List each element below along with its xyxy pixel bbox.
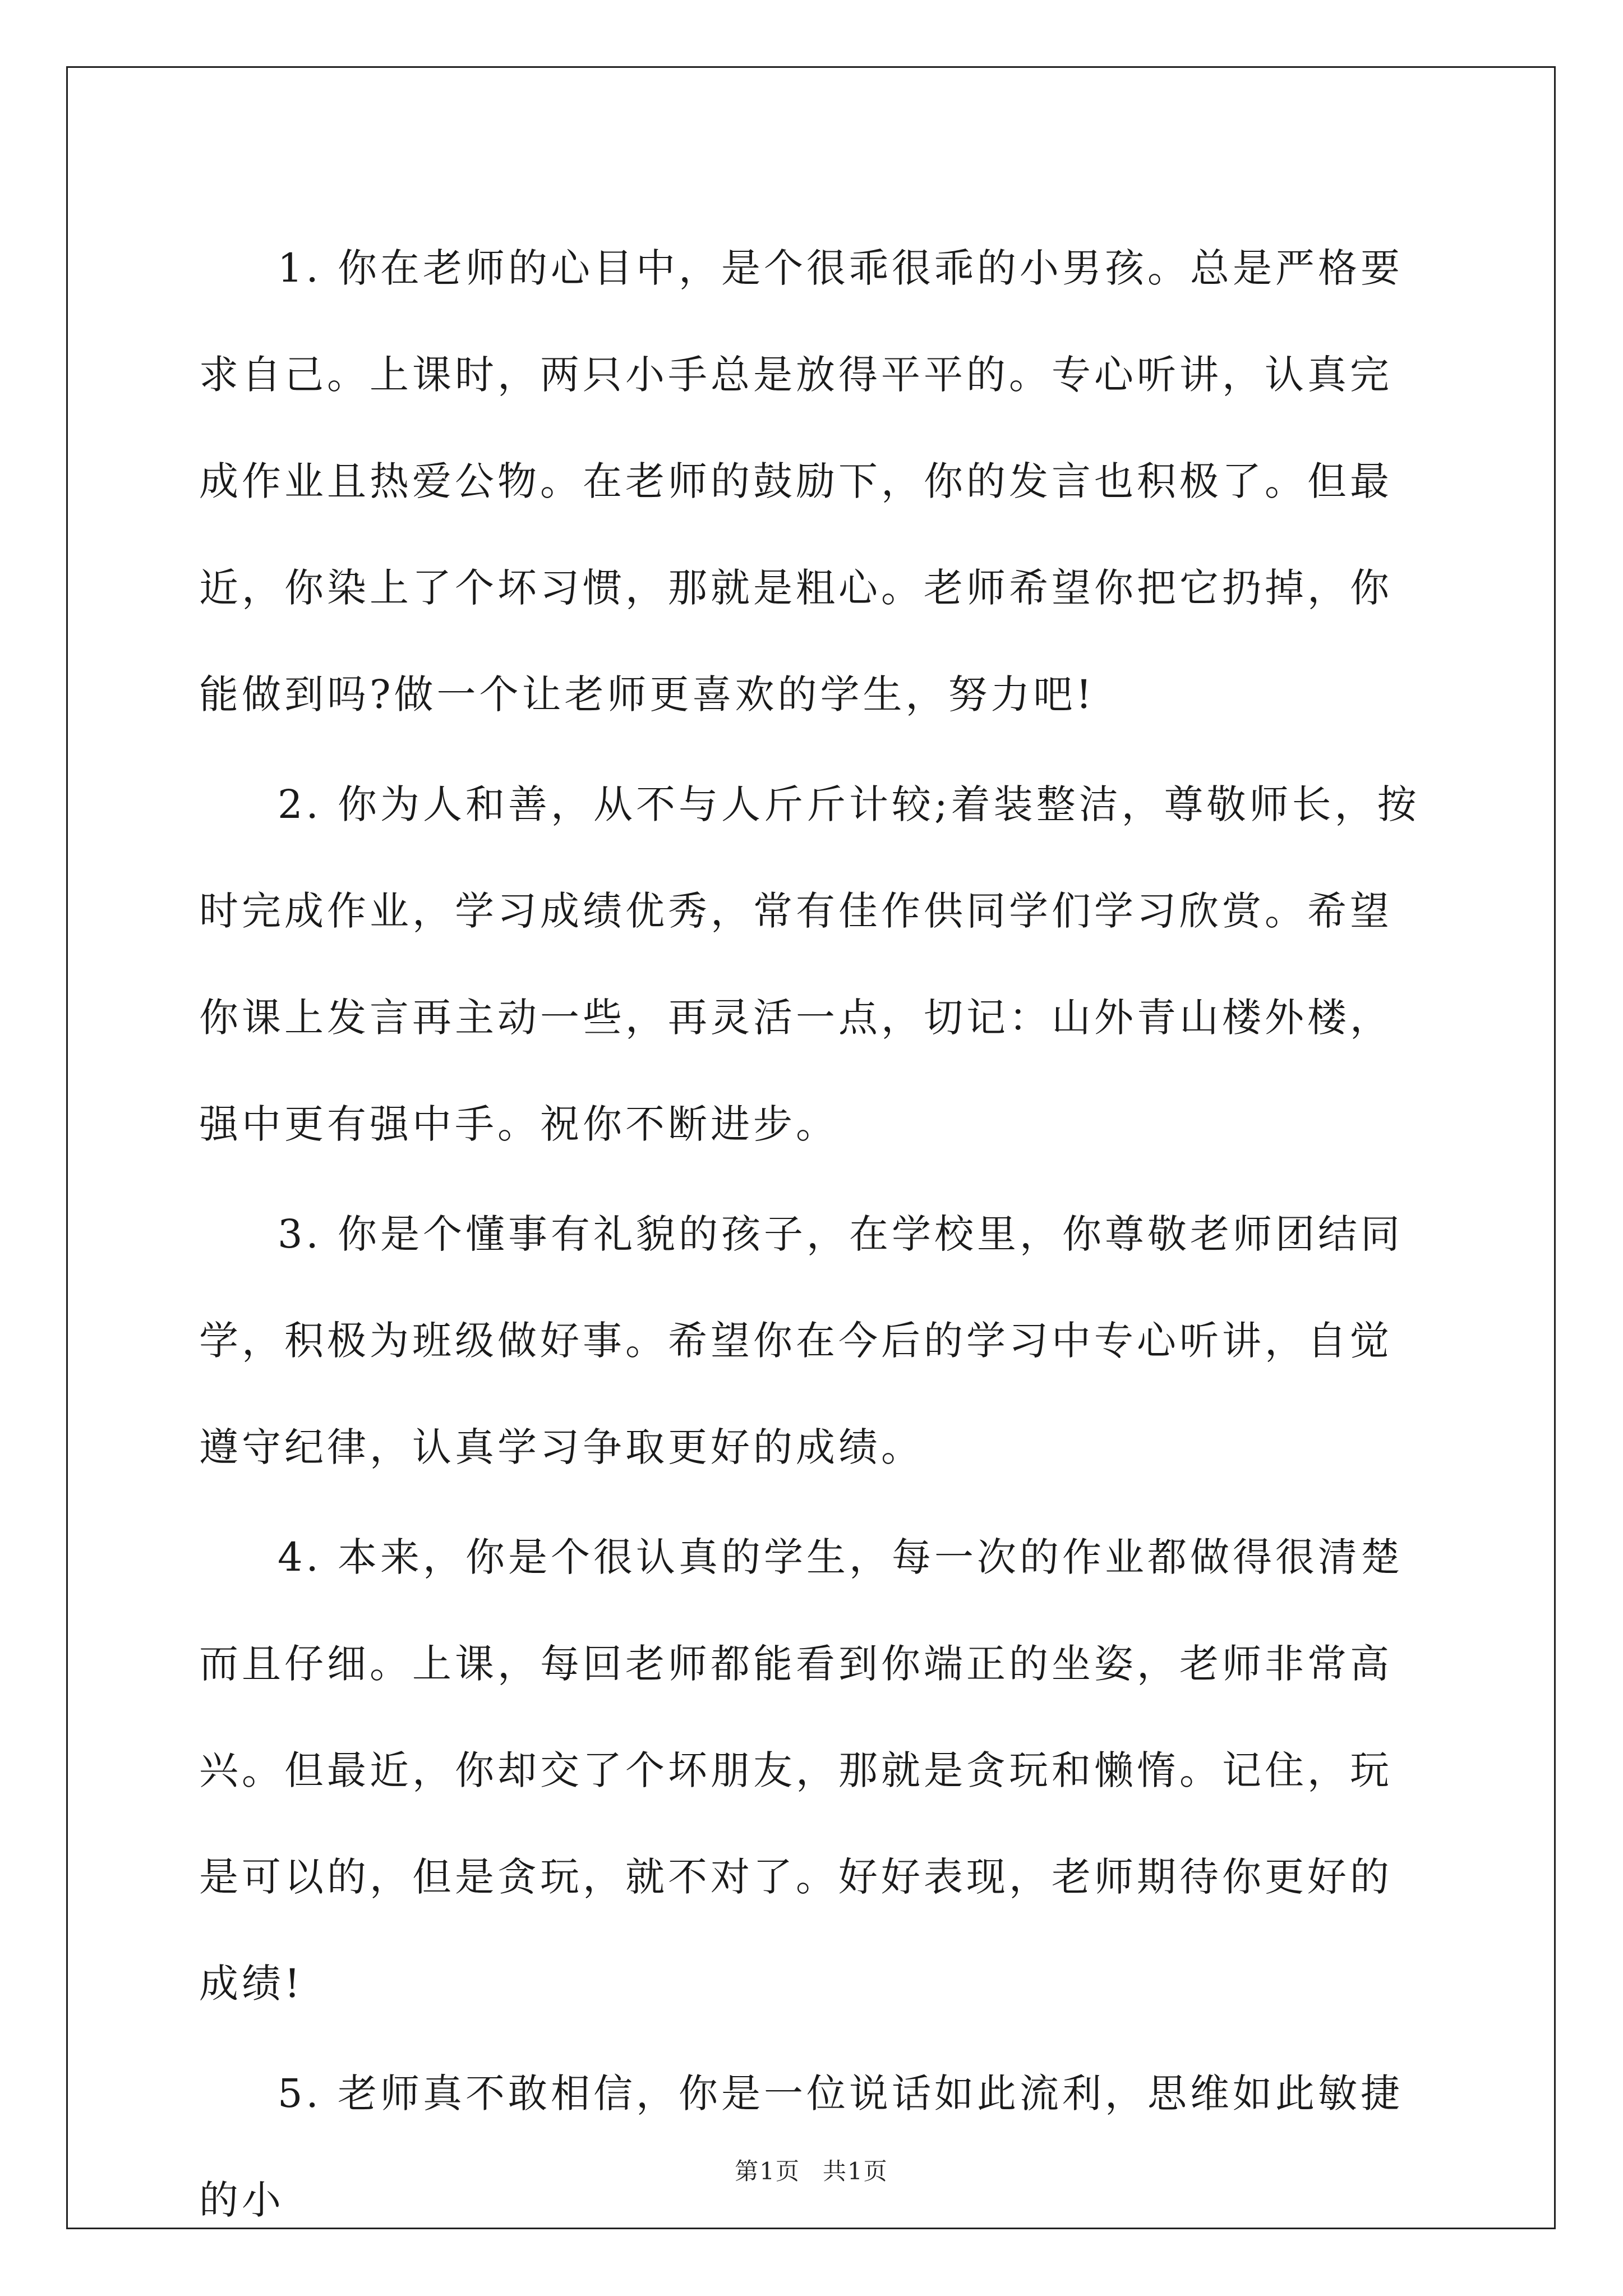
page-footer [0, 2153, 1623, 2187]
page-total: 共1页 [823, 2157, 888, 2185]
paragraph-5: 5. 老师真不敢相信，你是一位说话如此流利，思维如此敏捷的小 [199, 2070, 1404, 2223]
paragraph-3: 3. 你是个懂事有礼貌的孩子，在学校里，你尊敬老师团结同学，积极为班级做好事。希望你在今后的学习中专心听讲，自觉遵守纪律，认真学习争取更好的成绩。 [199, 1211, 1404, 1470]
paragraph-2: 2. 你为人和善，从不与人斤斤计较;着装整洁，尊敬师长，按时完成作业，学习成绩优秀，常有佳作供同学们学习欣赏。希望你课上发言再主动一些，再灵活一点，切记：山外青山楼外楼，强中更有强中手。祝你不断进步。 [199, 781, 1420, 1147]
page-number: 第1页 [735, 2157, 800, 2185]
paragraph-4: 4. 本来，你是个很认真的学生，每一次的作业都做得很清楚而且仔细。上课，每回老师都能看到你端正的坐姿，老师非常高兴。但最近，你却交了个坏朋友，那就是贪玩和懒惰。记住，玩是可以的，但是贪玩，就不对了。好好表现，老师期待你更好的成绩! [199, 1534, 1404, 2007]
document-body [199, 215, 1433, 2257]
paragraph-1: 1. 你在老师的心目中，是个很乖很乖的小男孩。总是严格要求自己。上课时，两只小手总是放得平平的。专心听讲，认真完成作业且热爱公物。在老师的鼓励下，你的发言也积极了。但最近，你染上了个坏习惯，那就是粗心。老师希望你把它扔掉，你能做到吗?做一个让老师更喜欢的学生，努力吧! [199, 245, 1404, 717]
